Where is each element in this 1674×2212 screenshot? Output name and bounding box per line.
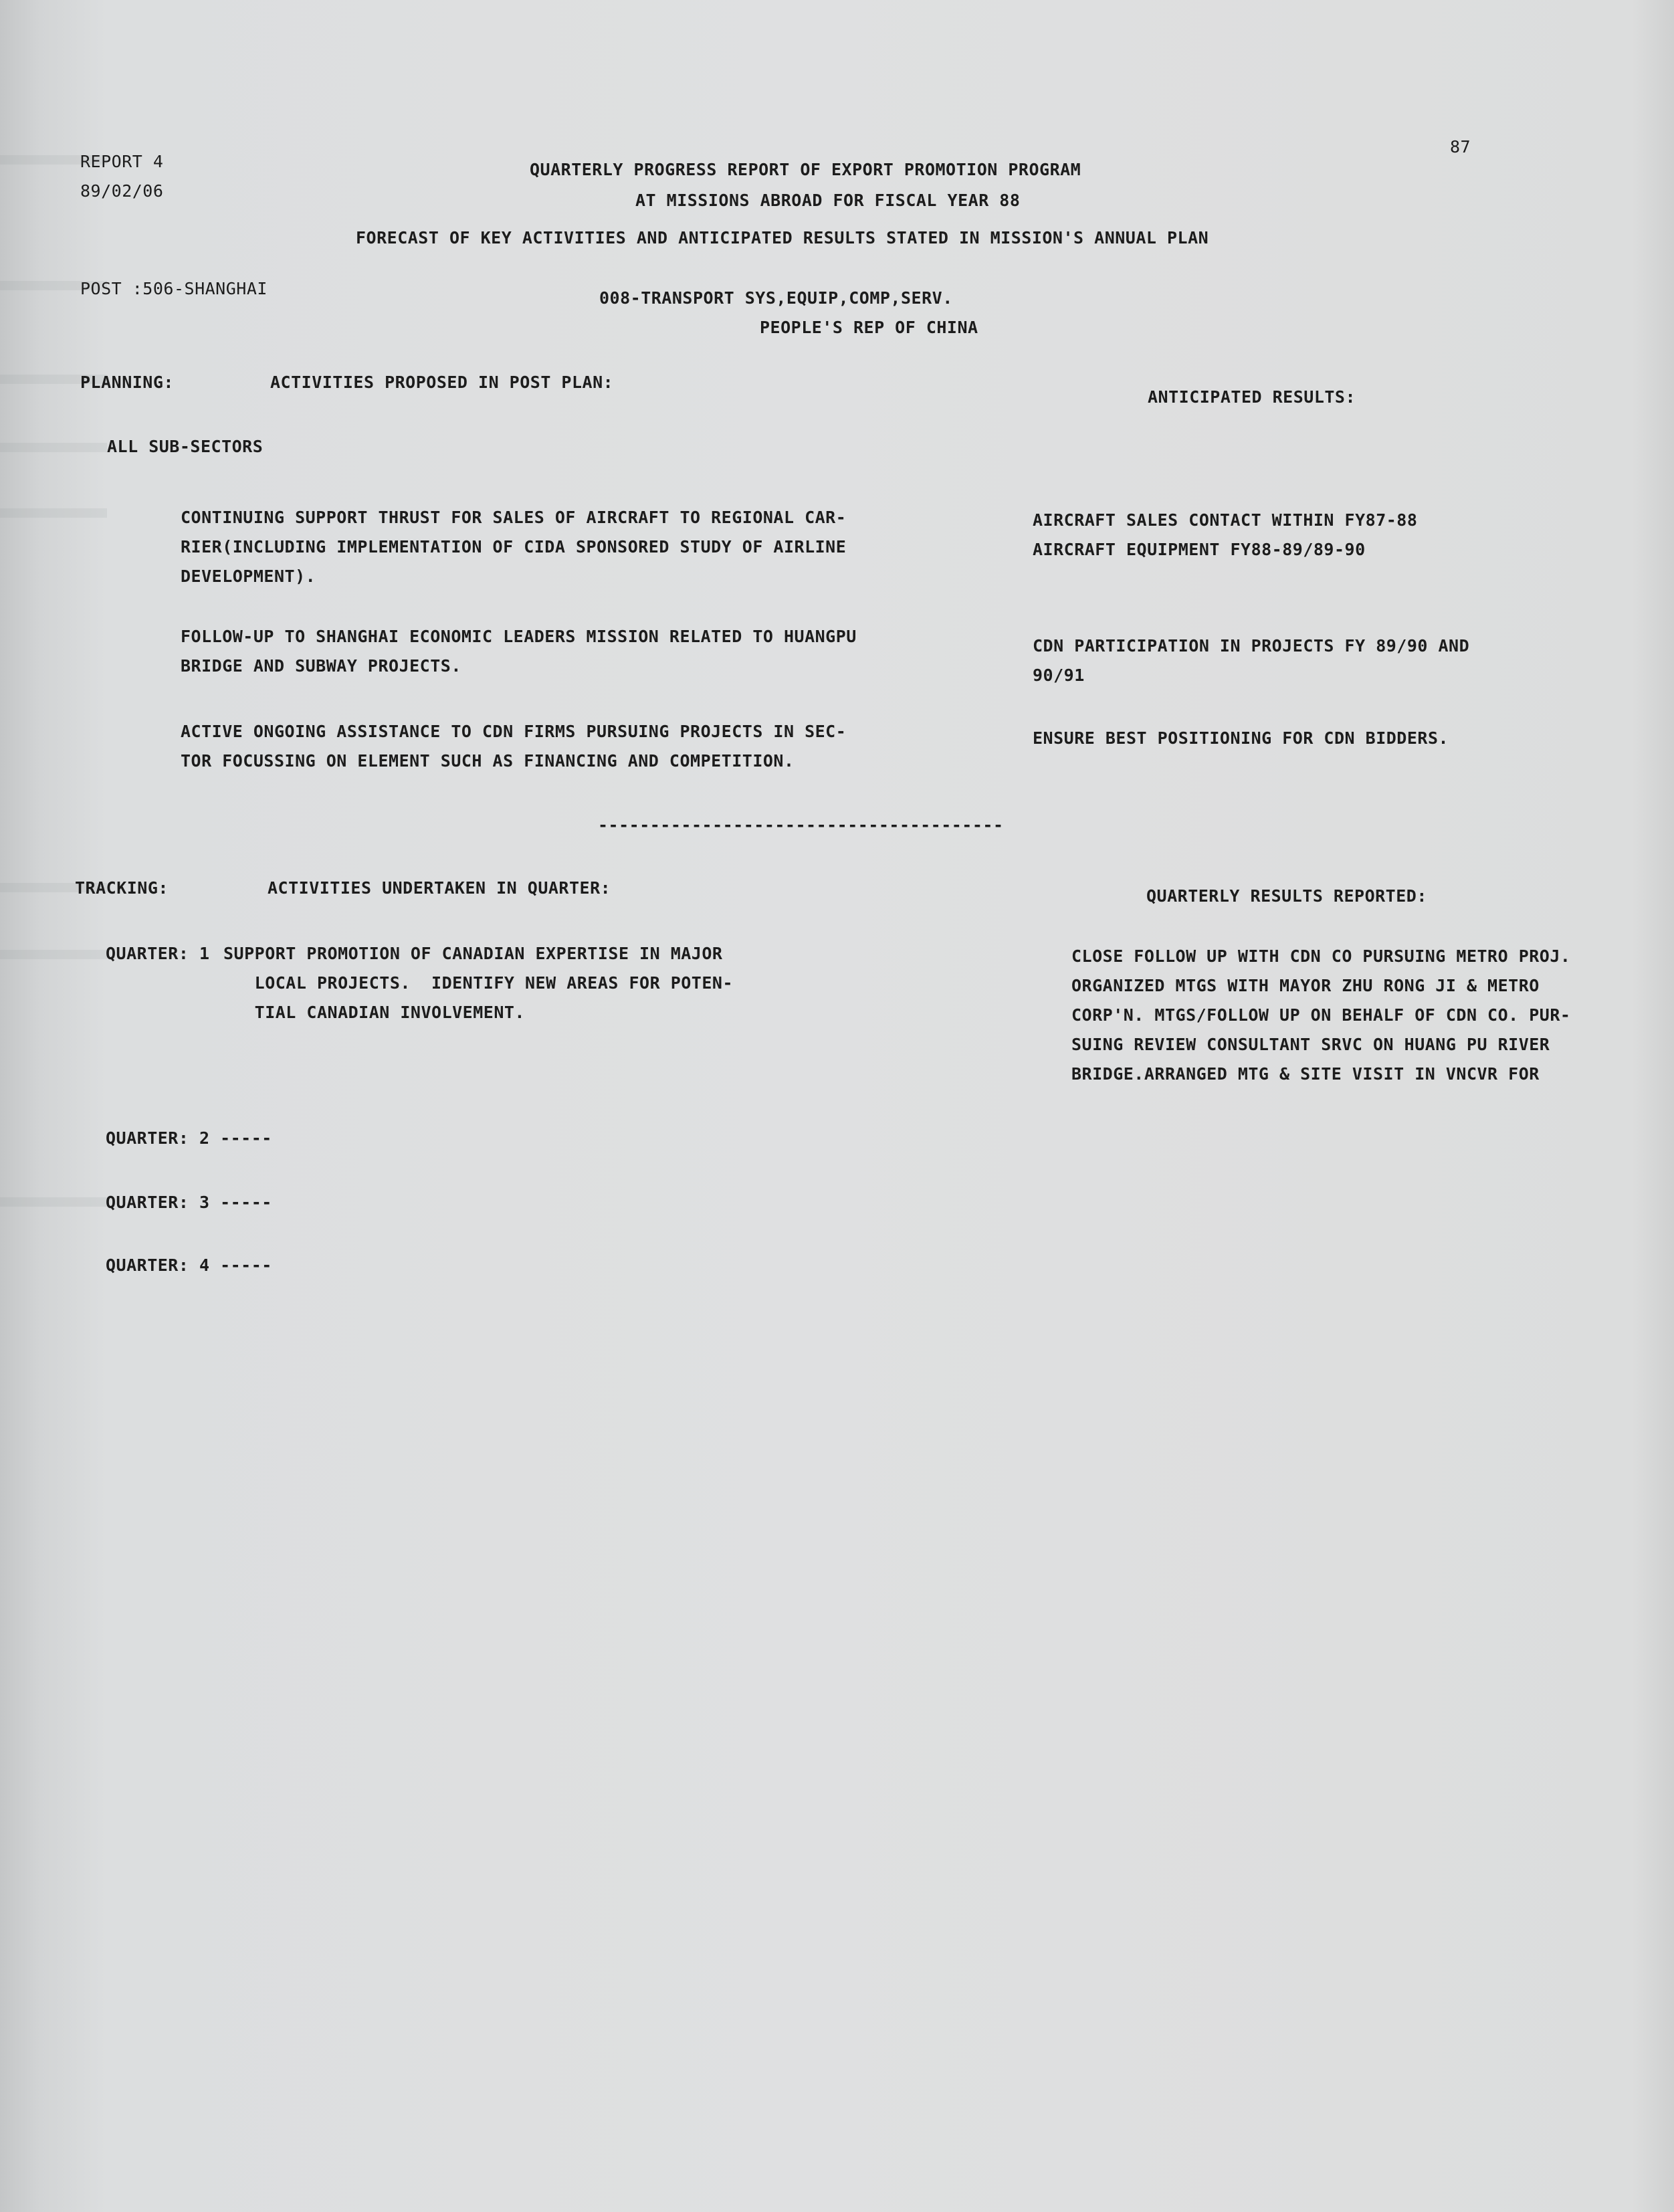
bleed-through-mark — [0, 443, 107, 452]
planned-activity-1 — [181, 503, 846, 591]
activity-line: FOLLOW-UP TO SHANGHAI ECONOMIC LEADERS MISSION RELATED TO HUANGPU — [181, 627, 857, 646]
quarter-4-entry: QUARTER: 4 ----- — [106, 1255, 272, 1275]
section-divider: --------------------------------------- — [598, 815, 1004, 835]
tracking-label: TRACKING: — [75, 878, 169, 898]
quarterly-results-heading: QUARTERLY RESULTS REPORTED: — [1146, 886, 1427, 906]
report-title-line-1: QUARTERLY PROGRESS REPORT OF EXPORT PROMOTION PROGRAM — [530, 160, 1081, 179]
result-line: AIRCRAFT SALES CONTACT WITHIN FY87-88 — [1033, 510, 1418, 530]
bleed-through-mark — [0, 950, 107, 959]
planning-label: PLANNING: — [80, 373, 174, 392]
report-title-line-2: AT MISSIONS ABROAD FOR FISCAL YEAR 88 — [635, 191, 1021, 210]
tracking-activities-heading: ACTIVITIES UNDERTAKEN IN QUARTER: — [268, 878, 611, 898]
result-line: CDN PARTICIPATION IN PROJECTS FY 89/90 AND — [1033, 636, 1470, 656]
bleed-through-mark — [0, 508, 107, 518]
sub-sectors-label: ALL SUB-SECTORS — [107, 437, 264, 456]
activity-line: BRIDGE AND SUBWAY PROJECTS. — [181, 656, 461, 676]
result-line: SUING REVIEW CONSULTANT SRVC ON HUANG PU RIVER — [1071, 1035, 1550, 1054]
activity-line: LOCAL PROJECTS. IDENTIFY NEW AREAS FOR POTEN- — [223, 973, 734, 993]
activity-line: ACTIVE ONGOING ASSISTANCE TO CDN FIRMS PURSUING PROJECTS IN SEC- — [181, 722, 847, 741]
sector-label: 008-TRANSPORT SYS,EQUIP,COMP,SERV. — [599, 288, 953, 308]
result-line: ENSURE BEST POSITIONING FOR CDN BIDDERS. — [1033, 728, 1449, 748]
result-line: 90/91 — [1033, 666, 1085, 685]
report-id: REPORT 4 — [80, 152, 164, 171]
result-line: CLOSE FOLLOW UP WITH CDN CO PURSUING METRO PROJ. — [1071, 946, 1571, 966]
anticipated-result-3 — [1033, 724, 1449, 753]
quarter-1-activities — [223, 939, 733, 1027]
activity-line: RIER(INCLUDING IMPLEMENTATION OF CIDA SPONSORED STUDY OF AIRLINE — [181, 537, 847, 557]
planned-activity-3 — [181, 717, 846, 776]
activity-line: DEVELOPMENT). — [181, 567, 316, 586]
anticipated-results-heading: ANTICIPATED RESULTS: — [1148, 387, 1356, 407]
planned-activity-2 — [181, 622, 857, 681]
quarter-1-results — [1071, 942, 1570, 1089]
quarter-2-entry: QUARTER: 2 ----- — [106, 1128, 272, 1148]
activity-line: SUPPORT PROMOTION OF CANADIAN EXPERTISE IN MAJOR — [223, 944, 723, 963]
post-label: POST :506-SHANGHAI — [80, 279, 268, 298]
bleed-through-mark — [0, 1197, 107, 1207]
report-date: 89/02/06 — [80, 181, 164, 201]
activity-line: CONTINUING SUPPORT THRUST FOR SALES OF AIRCRAFT TO REGIONAL CAR- — [181, 508, 847, 527]
result-line: BRIDGE.ARRANGED MTG & SITE VISIT IN VNCVR FOR — [1071, 1064, 1540, 1084]
result-line: AIRCRAFT EQUIPMENT FY88-89/89-90 — [1033, 540, 1366, 559]
activity-line: TIAL CANADIAN INVOLVEMENT. — [223, 1003, 525, 1022]
result-line: ORGANIZED MTGS WITH MAYOR ZHU RONG JI & METRO — [1071, 976, 1540, 995]
quarter-3-entry: QUARTER: 3 ----- — [106, 1193, 272, 1212]
activity-line: TOR FOCUSSING ON ELEMENT SUCH AS FINANCING AND COMPETITION. — [181, 751, 795, 771]
report-title-line-3: FORECAST OF KEY ACTIVITIES AND ANTICIPATED RESULTS STATED IN MISSION'S ANNUAL PLAN — [356, 228, 1209, 247]
planning-activities-heading: ACTIVITIES PROPOSED IN POST PLAN: — [270, 373, 614, 392]
quarter-1-label: QUARTER: 1 — [106, 944, 210, 963]
anticipated-result-1 — [1033, 506, 1417, 565]
anticipated-result-2 — [1033, 631, 1469, 690]
country-label: PEOPLE'S REP OF CHINA — [760, 318, 978, 337]
result-line: CORP'N. MTGS/FOLLOW UP ON BEHALF OF CDN CO. PUR- — [1071, 1005, 1571, 1025]
page-number: 87 — [1450, 137, 1471, 157]
